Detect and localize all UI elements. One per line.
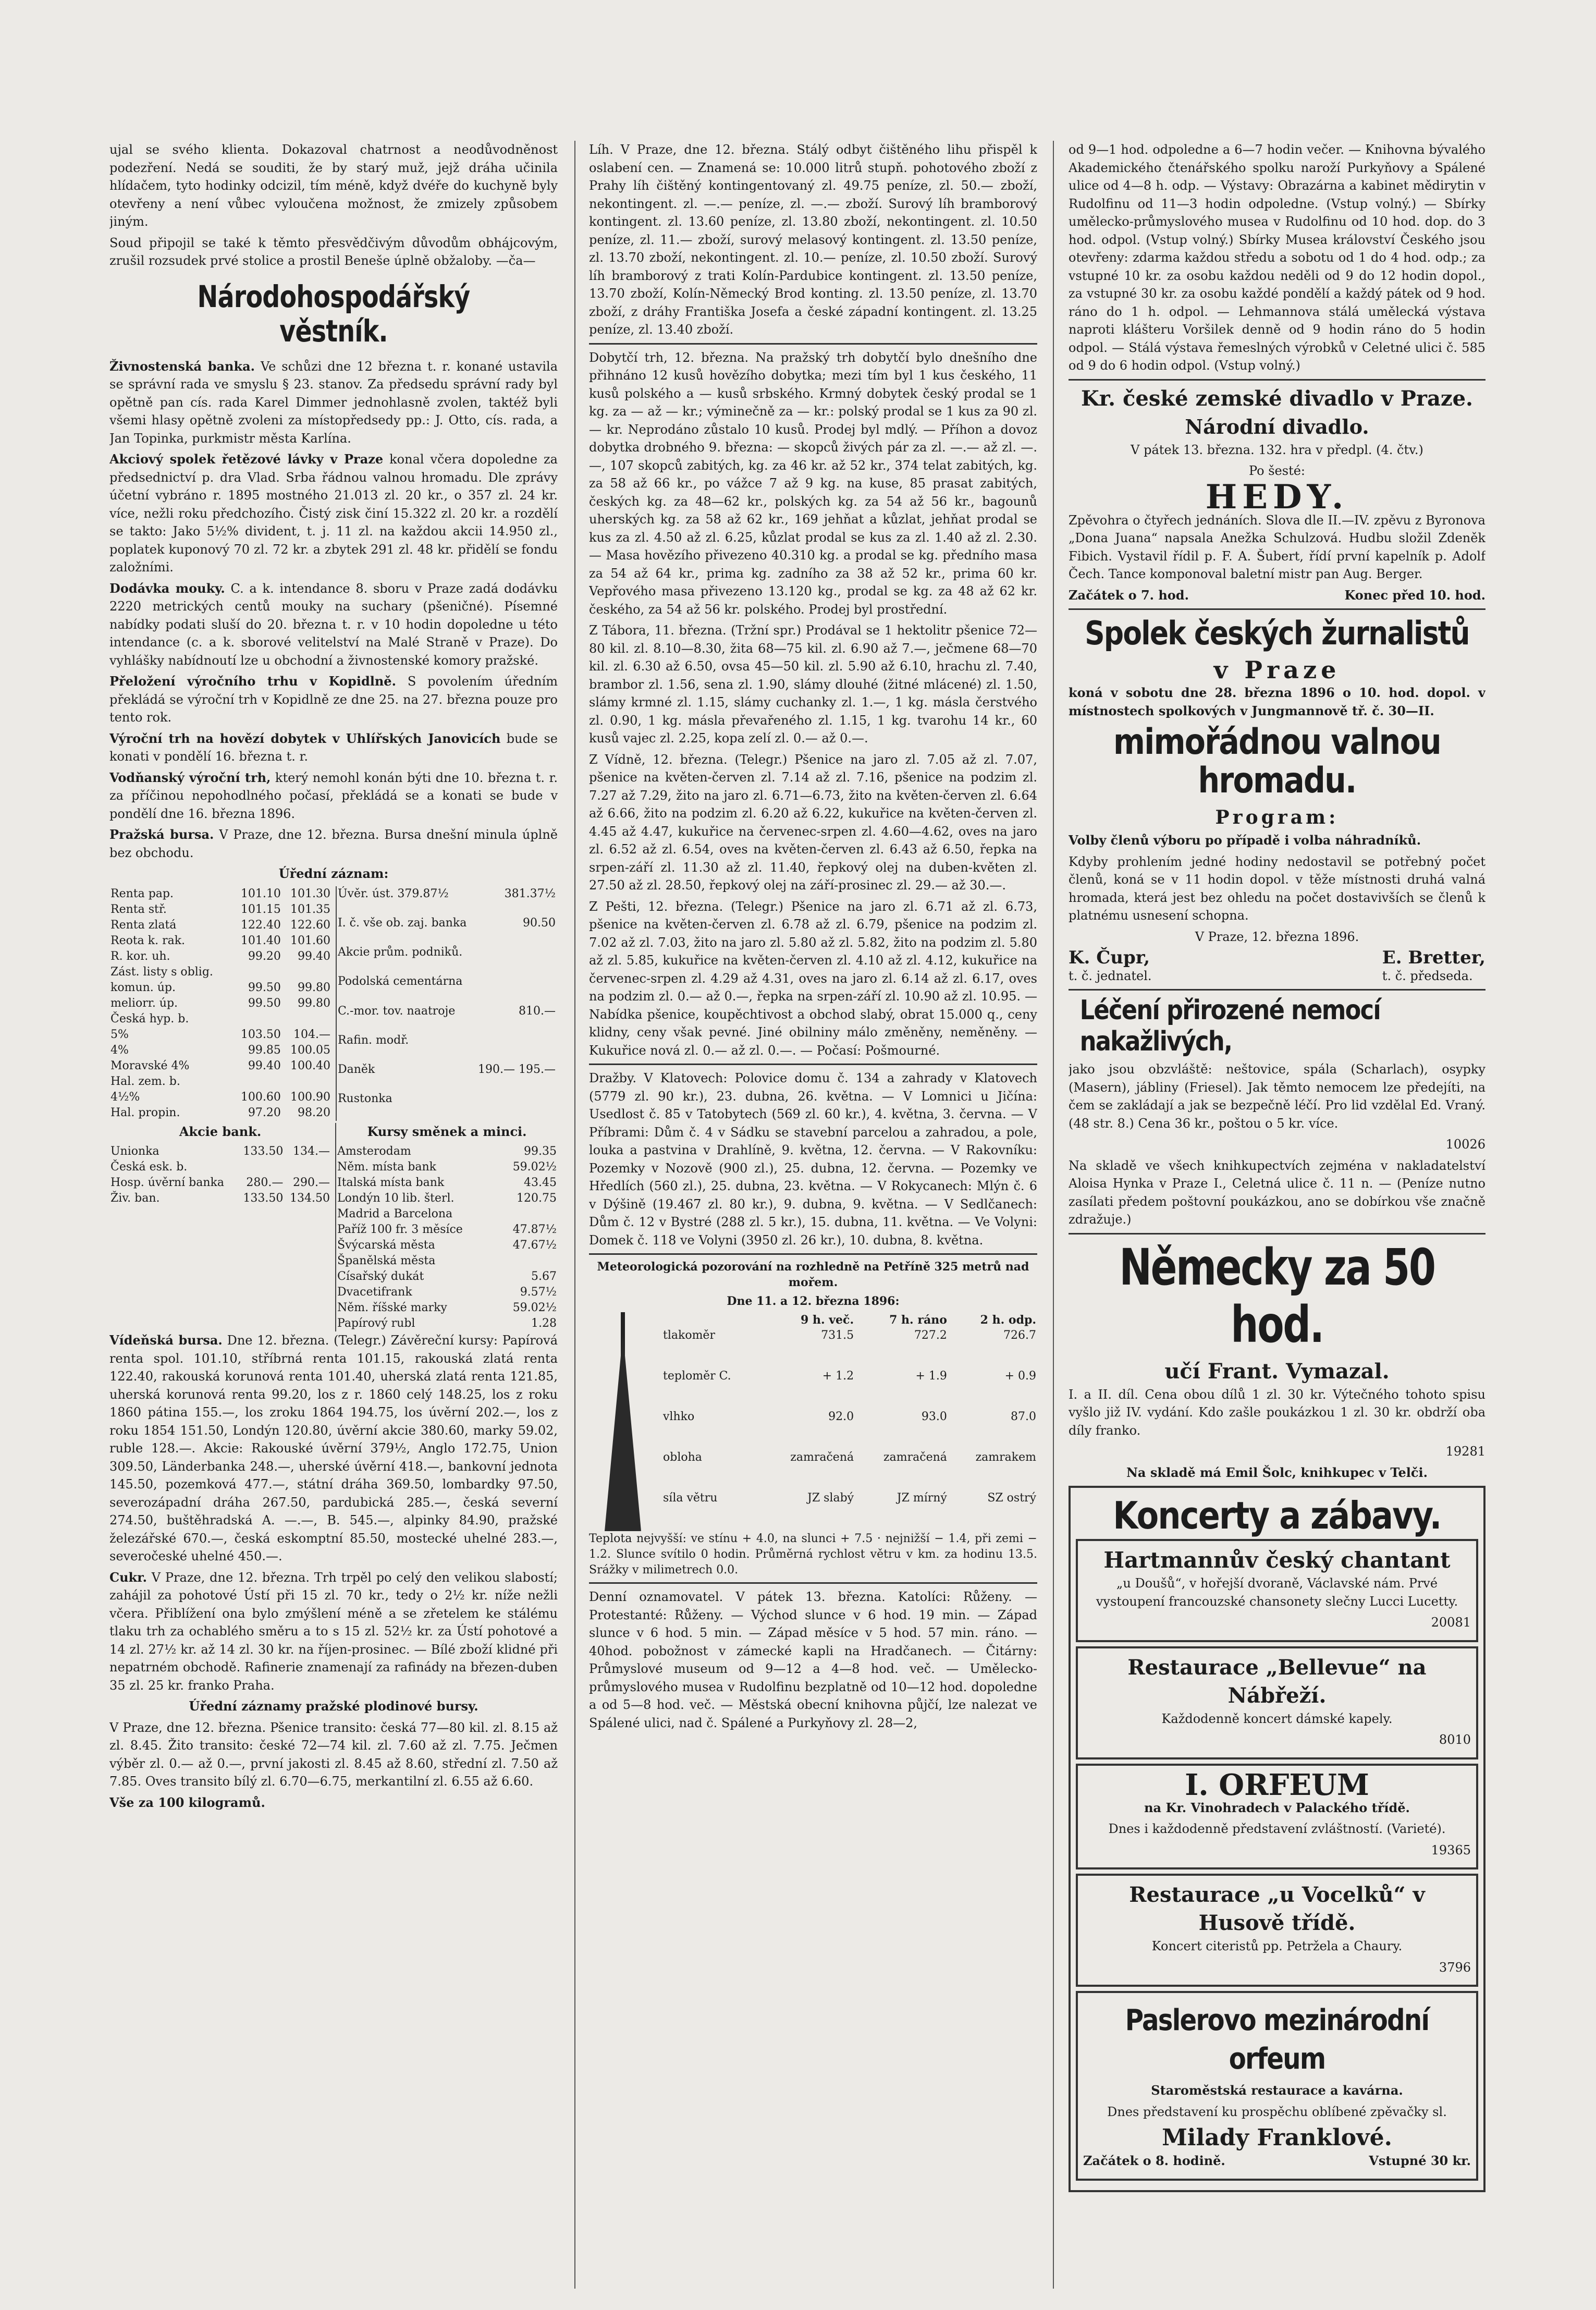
koncerty-title: Koncerty a zábavy. bbox=[1113, 1494, 1441, 1537]
meteo-extra: Teplota nejvyšší: ve stínu + 4.0, na slunci + 7.5 · nejnižší − 1.4, při zemi − 1.2. Slunce svítilo 0 hodin. Průměrná rychlost větru v km. za hodinu 13.5. Srážky v milimetrech 0.0. bbox=[589, 1532, 1037, 1576]
kursy-row bbox=[336, 1144, 558, 1159]
plodinova-title: Úřední záznamy pražské plodinové bursy. bbox=[189, 1698, 478, 1714]
kursy-row-cell: Něm. říšské marky bbox=[337, 1301, 447, 1314]
akcie-row-cell: 280.— bbox=[246, 1176, 284, 1189]
section-title: Národohospodářský věstník. bbox=[197, 278, 470, 349]
meteo-row-cell: teploměr C. bbox=[663, 1370, 731, 1383]
article-lavka: Akciový spolek řetězové lávky v Praze konal včera dopoledne za předsednictví p. dra Vlad. Srba řádnou valnou hromadu. Dle zprávy účetní vybráno r. 1895 mostného 21.013 zl. 20 kr., o 357 zl. 24 kr. více, nežli roku předchozího. Čistý zisk činí 15.322 zl. 20 kr. a rozdělí se takto: Jako 5½% divident, t. j. 11 zl. na každou akcii 14.950 zl., poplatek kuponový 70 zl. 72 kr. a zbytek 291 zl. 48 kr. přidělí se fondu založními. bbox=[109, 451, 558, 575]
bursa-left-table bbox=[109, 886, 332, 1121]
article-kopidlno: Přeložení výročního trhu v Kopidlně. S povolením úředním překládá se výroční trh v Kopidlně ze dne 25. na 27. března pouze pro tento rok. bbox=[109, 674, 558, 725]
akcie-title: Akcie bank. bbox=[179, 1123, 262, 1139]
meteo-row bbox=[662, 1368, 1037, 1409]
bursa-row-cell: 99.40 bbox=[248, 1059, 281, 1072]
akcie-row-cell: Česká esk. b. bbox=[111, 1160, 188, 1174]
bursa-row-cell: 810.— bbox=[519, 1004, 556, 1018]
meteo-row-cell: 93.0 bbox=[921, 1410, 947, 1423]
kursy-row bbox=[336, 1222, 558, 1238]
bursa-row-cell: Rustonka bbox=[337, 1092, 392, 1106]
spolek-program-text: Volby členů výboru po případě i volba náhradníků. bbox=[1069, 833, 1421, 848]
article-janovice: Výroční trh na hovězí dobytek v Uhlířských Janovicích bude se konati v pondělí 16. března t. r. bbox=[109, 730, 558, 764]
bursa-row-cell: 101.15 bbox=[240, 902, 281, 916]
bursa-row-cell: 4½% bbox=[111, 1090, 140, 1104]
bursa-row-cell: C.-mor. tov. naatroje bbox=[337, 1004, 456, 1018]
meteo-date: Dne 11. a 12. března 1896: bbox=[727, 1294, 900, 1308]
spolek-date: V Praze, 12. března 1896. bbox=[1195, 929, 1359, 944]
bursa-row-cell: 99.20 bbox=[248, 949, 281, 963]
vocelku-ad: Restaurace „u Vocelků“ v Husově třídě. Koncert citeristů pp. Petržela a Chaury. 3796 bbox=[1076, 1874, 1478, 1987]
drazby: Dražby. V Klatovech: Polovice domu č. 134 a zahrady v Klatovech (5779 zl. 90 kr.), 23. dubna, 26. května. — V Lomnici u Jičína: Usedlost č. 85 v Tatobytech (569 zl. 60 kr.), 4. května, 3. června. — V Příbrami: Dům č. 4 v Sádku se stavební parcelou a zahradou, a pole, louka a pastvina v Drahlíně, 9. května, 12. června. — V Rakovníku: Pozemky v Nozově (900 zl.), 25. dubna, 12. června. — Pozemky ve Hředlích (560 zl.), 25. dubna, 23. května. — V Rokycanech: Mlýn č. 6 v Dýšině (19.467 zl. 80 kr.), 9. dubna, 9. května. — V Sedlčanech: Dům č. 12 v Bystré (288 zl. 5 kr.), 15. dubna, 11. května. — Ve Volyni: Domek č. 118 ve Volyni (3950 zl. 26 kr.), 10. dubna, 8. května. bbox=[589, 1071, 1037, 1248]
bursa-row-cell: 103.50 bbox=[240, 1028, 281, 1041]
plodinova-note: Vše za 100 kilogramů. bbox=[109, 1794, 265, 1810]
petrin-tower-icon bbox=[605, 1312, 641, 1531]
meteo-row-cell: 92.0 bbox=[828, 1410, 854, 1423]
oznamovatel-cont: od 9—1 hod. odpoledne a 6—7 hodin večer. — Knihovna bývalého Akademického čtenářského spolku naroží Purkyňovy a Spálené ulice od 4—8 h. odp. — Výstavy: Obrazárna a kabinet mědirytin v Rudolfinu od 11—3 hodin odpoledne. (Vstup volný.) — Sbírky umělecko-průmyslového musea v Rudolfinu od 10 hod. dop. do 3 hod. odpol. (Vstup volný.) Sbírky Musea království Českého jsou otevřeny: zdarma každou středu a sobotu od 1 do 4 hod. odp.; za vstupné 10 kr. za osobu každou neděli od 9 do 12 hodin dopol., za vstupné 30 kr. za osobu každé pondělí a každý pátek od 9 hod. ráno do 1 h. odpol. — Lehmannova stálá umělecká výstava naproti klášteru Voršilek denně od 9 hodin ráno do 5 hodin odpol. — Stálá výstava řemeslných výrobků v Celetné ulici č. 585 od 9 do 6 hodin odpol. (Vstup volný.) bbox=[1069, 142, 1485, 373]
article-title: Živnostenská banka. bbox=[109, 358, 255, 374]
spolek-big: mimořádnou valnou hromadu. bbox=[1113, 722, 1441, 801]
column-rule bbox=[574, 141, 575, 2289]
kursy-row-cell: Papírový rubl bbox=[337, 1317, 415, 1330]
leceni-num: 10026 bbox=[1445, 1137, 1485, 1152]
leceni-shop: Na skladě ve všech knihkupectvích zejména v nakladatelství Aloisa Hynka v Praze I., Celetná ulice č. 11 n. — (Peníze nutno zasílati předem poštovní poukázkou, ano se dobírkou vše značně zdražuje.) bbox=[1069, 1158, 1485, 1227]
kursy-row bbox=[336, 1269, 558, 1285]
bursa-row-cell: 97.20 bbox=[248, 1106, 281, 1119]
bursa-row-cell: I. č. vše ob. zaj. banka bbox=[337, 916, 467, 930]
meteo-row-cell: vlhko bbox=[663, 1410, 695, 1423]
article-title: Akciový spolek řetězové lávky v Praze bbox=[109, 451, 384, 467]
kursy-row-cell: 1.28 bbox=[531, 1317, 557, 1330]
bursa-row-cell: R. kor. uh. bbox=[111, 949, 170, 963]
nemecky-num: 19281 bbox=[1445, 1444, 1485, 1459]
column-rule bbox=[1053, 141, 1054, 2289]
bursa-row-cell: 99.80 bbox=[298, 981, 330, 994]
meteo-head-cell: 2 h. odp. bbox=[980, 1313, 1036, 1327]
bursa-row bbox=[109, 1105, 332, 1121]
bursa-row-cell: 190.— 195.— bbox=[478, 1063, 556, 1076]
akcie-row bbox=[109, 1175, 331, 1191]
bursa-row bbox=[109, 1058, 332, 1074]
meteo-row-cell: obloha bbox=[663, 1451, 702, 1464]
bursa-row-cell: Akcie prům. podniků. bbox=[337, 946, 463, 959]
bursa-row-cell: 100.90 bbox=[290, 1090, 330, 1104]
nemecky-title: Německy za 50 hod. bbox=[1119, 1238, 1435, 1354]
bursa-row-cell: Renta zlatá bbox=[111, 918, 177, 932]
kursy-row-cell: Amsterodam bbox=[337, 1145, 411, 1158]
bursa-row-cell: Hal. zem. b. bbox=[111, 1074, 180, 1088]
meteo-title: Meteorologická pozorování na rozhledně na Petříně 325 metrů nad mořem. bbox=[597, 1260, 1029, 1289]
kursy-row-cell: Císařský dukát bbox=[337, 1270, 424, 1283]
hartmann-ad: Hartmannův český chantant „u Doušů“, v hořejší dvoraně, Václavské nám. Prvé vystoupení francouzské chansonety slečny Lucci Lucetty. 20081 bbox=[1076, 1539, 1478, 1642]
meteo-row-cell: síla větru bbox=[663, 1492, 718, 1505]
kursy-row-cell bbox=[499, 1206, 558, 1222]
plodinova-text: V Praze, dne 12. března. Pšenice transito: česká 77—80 kil. zl. 8.15 až zl. 8.45. Žito transito: české 72—74 kil. zl. 7.60 až zl. 7.75. Ječmen výběr zl. 0.— až 0.—, první jakosti zl. 8.45 až 8.60, střední zl. 7.50 až 7.85. Oves transito bílý zl. 6.70—6.75, merkantilní zl. 6.55 až 6.60. bbox=[109, 1720, 558, 1789]
bursa-row-cell: 101.40 bbox=[240, 934, 281, 947]
bursa-row-cell: Hal. propin. bbox=[111, 1106, 180, 1119]
akcie-table bbox=[109, 1144, 331, 1206]
column-1 bbox=[109, 141, 558, 2289]
spolek-program: Program: bbox=[1215, 806, 1339, 828]
akcie-row-cell: Unionka bbox=[111, 1145, 159, 1158]
article-zivnostenska: Živnostenská banka. Ve schůzi dne 12 března t. r. konané ustavila se správní rada ve smyslu § 23. stanov. Za předsedu správní rady byl opětně pan cís. rada Karel Dimmer jednohlasně zvolen, taktéž byli všemi hlasy opětně zvoleni za místopředsedy pp.: J. Otto, cís. rada, a Jan Topinka, purkmistr města Karlína. bbox=[109, 358, 558, 446]
meteo-row bbox=[662, 1450, 1037, 1490]
bursa-row bbox=[336, 886, 557, 915]
bursa-row-cell: 101.10 bbox=[240, 887, 281, 900]
sig-bretter: E. Bretter, bbox=[1382, 947, 1485, 968]
kursy-row-cell: Španělská města bbox=[337, 1254, 436, 1267]
meteo-row bbox=[662, 1490, 1037, 1531]
meteo-head-cell: 9 h. več. bbox=[800, 1313, 854, 1327]
bursa-row bbox=[336, 1004, 557, 1033]
bursa-row bbox=[109, 1043, 332, 1058]
pasler-ad: Paslerovo mezinárodní orfeum Staroměstská restaurace a kavárna. Dnes představení ku prospěchu oblíbené zpěvačky sl. Milady Franklové. Začátek o 8. hodině. Vstupné 30 kr. bbox=[1076, 1991, 1478, 2181]
meteo-row-cell: 731.5 bbox=[821, 1329, 854, 1342]
kursy-row bbox=[336, 1316, 558, 1331]
kursy-row-cell: 99.35 bbox=[524, 1145, 557, 1158]
leceni-text: jako jsou obzvláště: neštovice, spála (Scharlach), osypky (Masern), jábliny (Friesel). Jak těmto nemocem lze předejíti, na čem se zakládají a jak se bezpečně léčí. Pro lid vzdělal Ed. Vraný. (48 str. 8.) Cena 36 kr., poštou o 5 kr. více. bbox=[1069, 1062, 1485, 1131]
meteo-row-cell: zamračená bbox=[790, 1451, 854, 1464]
akcie-row-cell: 134.— bbox=[293, 1145, 330, 1158]
theatre-play: HEDY. bbox=[1205, 477, 1349, 517]
meteo-row-cell: 87.0 bbox=[1011, 1410, 1036, 1423]
meteo-row-cell: JZ slabý bbox=[807, 1492, 854, 1505]
bursa-row bbox=[109, 933, 332, 949]
bursa-row-cell bbox=[232, 964, 282, 980]
court-report-end: ujal se svého klienta. Dokazoval chatrnost a neodůvodněnost podezření. Nedá se souditi, že by starý muž, jejž dráha učinila hlídačem, tyto hodinky odcizil, tím méně, když dvéře do kuchyně byly otevřeny a není vůbec vyloučena možnost, že zmizely způsobem jiným. bbox=[109, 142, 558, 229]
tabor-report: Z Tábora, 11. března. (Tržní spr.) Prodával se 1 hektolitr pšenice 72—80 kil. zl. 8.10—8.30, žita 68—75 kil. zl. 6.90 až 7.—, ječmene 68—70 kil. zl. 6.30 až 6.50, ovsa 45—50 kil. zl. 5.90 až 6.10, hrachu zl. 7.40, brambor zl. 1.56, sena zl. 1.90, slámy dlouhé (žitné mlácené) zl. 1.50, slámy krmné zl. 1.15, slámy cuchanky zl. 1.—, 1 kg. másla čerstvého zl. 0.90, 1 kg. másla převařeného zl. 1.15, 1 kg. tvarohu 14 kr., 60 kusů vajec zl. 2.25, kopa zelí zl. 0.— až 0.—. bbox=[589, 623, 1037, 745]
bursa-row-cell bbox=[282, 1011, 332, 1027]
divider bbox=[1069, 379, 1485, 381]
akcie-row-cell: Hosp. úvěrní banka bbox=[111, 1176, 224, 1189]
kursy-row-cell: Něm. místa bank bbox=[337, 1160, 436, 1174]
kursy-row-cell: 5.67 bbox=[531, 1270, 557, 1283]
bursa-row-cell: 90.50 bbox=[523, 916, 556, 930]
denni-oznamovatel: Denní oznamovatel. V pátek 13. března. Katolíci: Růženy. — Protestanté: Růženy. — Východ slunce v 6 hod. 19 min. — Západ slunce v 6 hod. 5 min. — Západ měsíce v 5 hod. 57 min. ráno. — 40hod. pobožnost v zámecké kapli na Hradčanech. — Čitárny: Průmyslové museum od 9—12 a 4—8 hod. več. — Umělecko-průmyslového musea v Rudolfinu bezplatně od 10—12 hod. dopoledne a od 5—8 hod. več. — Městská obecní knihovna půjčí, lze nalezat ve Spálené ulici, nad č. Spálené a Purkyňovy zl. 28—2, bbox=[589, 1590, 1037, 1730]
divider bbox=[589, 343, 1037, 345]
orfeum-ad: I. ORFEUM na Kr. Vinohradech v Palackého třídě. Dnes i každodenně představení zvláštností. (Varieté). 19365 bbox=[1076, 1764, 1478, 1870]
akcie-row bbox=[109, 1144, 331, 1159]
bursa-row-cell bbox=[473, 1033, 557, 1062]
bursa-row-cell: 99.50 bbox=[248, 981, 281, 994]
bursa-row bbox=[109, 902, 332, 918]
meteo-row bbox=[662, 1409, 1037, 1450]
akcie-row bbox=[109, 1159, 331, 1175]
bursa-heading: Úřední záznam: bbox=[278, 866, 389, 881]
bursa-row bbox=[109, 1090, 332, 1105]
article-title: Přeložení výročního trhu v Kopidlně. bbox=[109, 674, 396, 689]
dobytek-report: Dobytčí trh, 12. března. Na pražský trh dobytčí bylo dnešního dne přihnáno 12 kusů hovězího dobytka; mezi tím byl 1 kus českého, 11 kusů polského a — kusů srbského. Krmný dobytek český prodal se 1 kg. za — až — kr.; výminečně za — kr.: polský prodal se 1 kus za 90 zl. — kr. Neprodáno zůstalo 10 kusů. Prodej byl mdlý. — Příhon a dovoz dobytka drobného 9. března: — skopců živých pár za zl. —.— až zl. —.—, 107 skopců zabitých, kg. za 46 kr. až 52 kr., 374 telat zabitých, kg. za 58 až 66 kr., po vážce 7 až 9 kg. na kuse, 85 prasat zabitých, českých kg. za 48—62 kr., polských kg. za 54 až 56 kr., bagounů uherských kg. za 58 až 62 kr., 169 jehňat a kůzlat, jehňat prodal se kus za zl. 4.50 až zl. 6.25, kůzlat prodal se kus za zl. 1.40 až zl. 2.30. — Masa hovězího přivezeno 40.310 kg. a prodal se kg. předního masa za 54 až 64 kr., prima kg. zadního za 38 až 52 kr., prima 60 kr. Vepřového masa přivezeno 13.120 kg., prodal se kg. za 48 až 62 kr. českého, za 54 až 56 kr. polského. Prodej byl prostřední. bbox=[589, 350, 1037, 617]
bursa-row-cell: 5% bbox=[111, 1028, 129, 1041]
bursa-row-cell: 99.40 bbox=[298, 949, 330, 963]
bursa-row-cell: Zást. listy s oblig. bbox=[111, 965, 213, 979]
kursy-row bbox=[336, 1300, 558, 1316]
kursy-row-cell: 43.45 bbox=[524, 1176, 557, 1189]
bursa-row-cell: 100.40 bbox=[290, 1059, 330, 1072]
meteo-head-cell: 7 h. ráno bbox=[889, 1313, 947, 1327]
divider bbox=[1069, 1233, 1485, 1235]
bursa-tables bbox=[109, 886, 558, 1121]
spolek-note: Kdyby prohlením jedné hodiny nedostavil se potřebný počet členů, koná se v 11 hodin dopol. v těže místnosti druhá valná hromada, která jest bez ohledu na počet dostavivších se členů k platnému usnesení schopna. bbox=[1069, 854, 1485, 923]
meteo-row-cell: + 1.2 bbox=[822, 1370, 854, 1383]
kursy-row bbox=[336, 1191, 558, 1206]
bursa-row-cell: Reota k. rak. bbox=[111, 934, 186, 947]
bursa-row-cell bbox=[473, 974, 557, 1003]
theatre-desc: Zpěvohra o čtyřech jednáních. Slova dle II.—IV. zpěvu z Byronova „Dona Juana“ napsala Anežka Schulzová. Hudbu složil Zdeněk Fibich. Vystavil řídil p. F. A. Šubert, řídí první kapelník p. Adolf Čech. Tance komponoval baletní mistr pan Aug. Berger. bbox=[1069, 512, 1485, 581]
meteo-row-cell: SZ ostrý bbox=[987, 1492, 1036, 1505]
bursa-row-cell: Daněk bbox=[337, 1063, 375, 1076]
theatre-subtitle: Národní divadlo. bbox=[1185, 414, 1369, 438]
nemecky-shop: Na skladě má Emil Šolc, knihkupec v Telči. bbox=[1126, 1464, 1428, 1480]
meteo-row-cell: tlakoměr bbox=[663, 1329, 715, 1342]
sig-cupr: K. Čupr, bbox=[1069, 947, 1150, 968]
bursa-row bbox=[109, 996, 332, 1011]
meteo-row-cell: zamrakem bbox=[975, 1451, 1036, 1464]
akcie-row-cell: Živ. ban. bbox=[111, 1192, 160, 1205]
lih-report: Líh. V Praze, dne 12. března. Stálý odbyt čištěného lihu přispěl k oslabení cen. — Znamená se: 10.000 litrů stupň. pohotového zboží z Prahy líh čištěný kontingentovaný zl. 49.75 peníze, zl. 50.— zboží, nekontingent. zl. —.— peníze, zl. —.— zboží. Surový líh bramborový kontingent. zl. 13.60 peníze, zl. 13.80 zboží, nekontingent. zl. 10.50 peníze, zl. 11.— zboží, surový melasový kontingent. zl. 13.50 peníze, zl. 13.70 zboží, nekontingent. zl. 10.— peníze, zl. 10.50 zboží. Surový líh bramborový z trati Kolín-Pardubice kontingent. zl. 13.50 peníze, 13.70 zboží, Kolín-Německý Brod konting. zl. 13.50 peníze, zl. 13.70 zboží, z dráhy Františka Josefa a české západní kontingent. zl. 13.25 peníze, zl. 13.40 zboží. bbox=[589, 142, 1037, 337]
bursa-row-cell: 4% bbox=[111, 1043, 129, 1057]
bursa-row-cell: Renta stř. bbox=[111, 902, 167, 916]
article-title: Vodňanský výroční trh, bbox=[109, 769, 271, 785]
bursa-row-cell bbox=[282, 964, 332, 980]
meteo-row-cell: JZ mírný bbox=[897, 1492, 947, 1505]
kursy-row-cell: 47.67½ bbox=[512, 1239, 557, 1252]
bursa-intro: Pražská bursa. V Praze, dne 12. března. Bursa dnešní minula úplně bez obchodu. bbox=[109, 827, 558, 860]
bursa-row-cell: 122.40 bbox=[240, 918, 281, 932]
divider bbox=[1069, 608, 1485, 610]
bursa-row-cell: 100.05 bbox=[290, 1043, 330, 1057]
viden-report: Z Vídně, 12. března. (Telegr.) Pšenice na jaro zl. 7.05 až zl. 7.07, pšenice na květen-červen zl. 7.14 až zl. 7.16, pšenice na podzim zl. 7.27 až 7.29, žito na jaro zl. 6.71—6.73, žito na květen-červen zl. 6.64 až 6.66, žito na podzim zl. 6.20 až 6.22, kukuřice na květen-červen zl. 4.45 až 4.47, kukuřice na červenec-srpen zl. 4.60—4.62, oves na jaro zl. 6.52 až zl. 6.54, oves na květen-červen zl. 6.43 až 6.50, řepka na srpen-září zl. 11.30 až zl. 11.40, řepkový olej na duben-květen zl. 27.50 až zl. 28.50, řepkový olej na září-prosinec zl. 29.— až 30.—. bbox=[589, 752, 1037, 893]
column-3: od 9—1 hod. odpoledne a 6—7 hodin večer. — Knihovna bývalého Akademického čtenářského spolku naroží Purkyňovy a Spálené ulice od 4—8 h. odp. — Výstavy: Obrazárna a kabinet mědirytin v Rudolfinu od 11—3 hodin odpoledne. (Vstup volný.) — Sbírky umělecko-průmyslového musea v Rudolfinu od 10 hod. dop. do 3 hod. odpol. (Vstup volný.) Sbírky Musea království Českého jsou otevřeny: zdarma každou středu a sobotu od 1 do 4 hod. odp.; za vstupné 10 kr. za osobu každou neděli od 9 do 12 hodin dopol., za vstupné 30 kr. za osobu každé pondělí a každý pátek od 9 hod. ráno do 1 h. odpol. — Lehmannova stálá umělecká výstava naproti klášteru Voršilek denně od 9 hodin ráno do 5 hodin odpol. — Stálá výstava řemeslných výrobků v Celetné ulici č. 585 od 9 do 6 hodin odpol. (Vstup volný.) Kr. české zemské divadlo v Praze. Národní divadlo. V pátek 13. března. 132. hra v předpl. (4. čtv.) Po šesté: HEDY. Zpěvohra o čtyřech jednáních. Slova dle II.—IV. zpěvu z Byronova „Dona Juana“ napsala Anežka Schulzová. Hudbu složil Zdeněk Fibich. Vystavil řídil p. F. A. Šubert, řídí první kapelník p. Adolf Čech. Tance komponoval baletní mistr pan Aug. Berger. Začátek o 7. hod. Konec před 10. hod. Spolek českých žurnalistů v Praze koná v sobotu dne 28. března 1896 o 10. hod. dopol. v místnostech spolkových v Jungmannově tř. č. 30—II. mimořádnou valnou hromadu. Program: Volby členů výboru po případě i volba náhradníků. Kdyby prohlením jedné hodiny nedostavil se potřebný počet členů, koná se v 11 hodin dopol. v těže místnosti druhá valná hromada, která jest bez ohledu na počet dostavivších se členů k platnému usnesení schopna. V Praze, 12. března 1896. K. Čupr, t. č. jednatel. E. Bretter, t. č. předseda. Léčení přirozené nemocí nakažlivých, jako jsou obzvláště: neštovice, spála (Scharlach), osypky (Masern), jábliny (Friesel). Jak těmto nemocem lze předejíti, na čem se zakládají a jak se bezpečně léčí. Pro lid vzdělal Ed. Vraný. (48 str. 8.) Cena 36 kr., poštou o 5 kr. více. 10026 Na skladě ve všech knihkupectvích zejména v nakladatelství Aloisa Hynka v Praze I., Celetná ulice č. 11 n. — (Peníze nutno zasílati předem poštovní poukázkou, ano se dobírkou vše značně zdražuje.) Německy za 50 hod. učí Frant. Vymazal. I. a II. díl. Cena obou dílů 1 zl. 30 kr. Výtečného tohoto spisu vyšlo již IV. vydání. Kdo zašle poukázkou 1 zl. 30 kr. obdrží oba díly franko. 19281 Na skladě má Emil Šolc, knihkupec v Telči. Koncerty a zábavy. Hartmannův český chantant „u Doušů“, v hořejší dvoraně, Václavské nám. Prvé vystoupení francouzské chansonety slečny Lucci Lucetty. 20081 Restaurace „Bellevue“ na Nábřeží. Každodenně koncert dámské kapely. 8010 I. ORFEUM na Kr. Vinohradech v Palackého třídě. Dnes i každodenně představení zvláštností. (Varieté). 19365 Restaurace „u Vocelků“ v Husově třídě. Koncert citeristů pp. Petržela a Chaury. 3796 Paslerovo mezinárodní orfeum Staroměstská restaurace a kavárna. Dnes představení ku prospěchu oblíbené zpěvačky sl. Milady Franklové. Začátek o 8. hodině. Vstupné 30 kr. bbox=[1069, 141, 1485, 2289]
bursa-row bbox=[109, 964, 332, 980]
article-title: Dodávka mouky. bbox=[109, 580, 225, 596]
bursa-row-cell: 381.37½ bbox=[504, 887, 556, 900]
spolek-title: Spolek českých žurnalistů bbox=[1085, 614, 1469, 652]
bursa-row bbox=[109, 980, 332, 996]
akcie-row bbox=[109, 1191, 331, 1206]
leceni-title: Léčení přirozené nemocí nakažlivých, bbox=[1079, 995, 1381, 1057]
meteo-row-cell: zamračená bbox=[883, 1451, 947, 1464]
column-2 bbox=[589, 141, 1037, 2289]
divider bbox=[589, 1582, 1037, 1584]
article-vodnany: Vodňanský výroční trh, který nemohl konán býti dne 10. března t. r. za příčinou nepohodlného počasí, překládá se a konati se bude v pondělí dne 16. března 1896. bbox=[109, 769, 558, 821]
bursa-row-cell: 100.60 bbox=[240, 1090, 281, 1104]
kursy-row-cell: Dvacetifrank bbox=[337, 1286, 412, 1299]
meteo-head-cell bbox=[662, 1312, 762, 1328]
kursy-row bbox=[336, 1159, 558, 1175]
spolek-text: koná v sobotu dne 28. března 1896 o 10. hod. dopol. v místnostech spolkových v Jungmannově tř. č. 30—II. bbox=[1069, 685, 1485, 718]
court-report-verdict: Soud připojil se také k těmto přesvědčivým důvodům obhájcovým, zrušil rozsudek prvé stolice a prostil Beneše úplně obžaloby. —ča— bbox=[109, 235, 558, 268]
meteo-row-cell: 726.7 bbox=[1003, 1329, 1036, 1342]
bursa-row bbox=[109, 1027, 332, 1043]
bursa-row-cell: Úvěr. úst. 379.87½ bbox=[337, 887, 449, 900]
bursa-row-cell: 99.80 bbox=[298, 996, 330, 1010]
theatre-title: Kr. české zemské divadlo v Praze. bbox=[1081, 386, 1473, 411]
divider bbox=[589, 1064, 1037, 1065]
theatre-po: Po šesté: bbox=[1248, 463, 1306, 478]
viden-bursa: Vídeňská bursa. Dne 12. března. (Telegr.) Závěreční kursy: Papírová renta spol. 101.10, stříbrná renta 101.15, rakouská zlatá renta 122.40, rakouská korunová renta 101.40, uherská zlatá renta 121.85, uherská korunová renta 99.20, los z r. 1860 celý 148.25, los z roku 1860 pátina 155.—, los zroku 1864 194.75, los úvěrní 202.—, los z roku 1854 151.50, Londýn 120.80, úvěrní akcie 380.60, marky 59.02, ruble 128.—. Akcie: Rakouské úvěrní 379½, Anglo 172.75, Union 309.50, Länderbanka 248.—, uherské úvěrní 418.—, bankovní jednota 145.50, pozemková 477.—, státní dráha 369.50, lombardky 97.50, severozápadní dráha 267.50, pardubická 285.—, česká severní 274.50, buštěhradská A. —.—, B. 545.—, alpinky 84.90, pražské železářské 670.—, česká eskomptní 85.50, mostecké uhelné 283.—, severočeské uhelné 450.—. bbox=[109, 1333, 558, 1563]
bursa-row-cell: Podolská cementárna bbox=[337, 975, 463, 988]
akcie-row-cell: 133.50 bbox=[243, 1192, 284, 1205]
kursy-row bbox=[336, 1206, 558, 1222]
kursy-row-cell: Italská místa bank bbox=[337, 1176, 445, 1189]
divider bbox=[1069, 989, 1485, 991]
akcie-row-cell: 290.— bbox=[293, 1176, 330, 1189]
pest-report: Z Pešti, 12. března. (Telegr.) Pšenice na jaro zl. 6.71 až zl. 6.73, pšenice na květen-červen zl. 6.78 až zl. 6.79, pšenice na podzim zl. 7.02 až zl. 7.03, žito na jaro zl. 5.80 až zl. 5.82, žito na podzim zl. 5.80 až zl. 5.85, kukuřice na květen-červen zl. 4.10 až zl. 4.12, kukuřice na červenec-srpen zl. 4.29 až 4.31, oves na jaro zl. 6.14 až zl. 6.17, oves na podzim zl. 0.— až 0.—, řepka na srpen-září zl. 10.90 až zl. 10.95. — Nabídka pšenice, koupěchtivost a obchod slabý, obrat 15.000 q., ceny klidny, ceny však pevné. Jiné obilniny málo změněny, neměněny. — Kukuřice nová zl. 0.— až zl. 0.—. — Počasí: Pošmourné. bbox=[589, 899, 1037, 1058]
kursy-row-cell: Madrid a Barcelona bbox=[337, 1207, 453, 1220]
kursy-row-cell: Paříž 100 fr. 3 měsíce bbox=[337, 1223, 463, 1236]
bursa-row bbox=[109, 1011, 332, 1027]
bursa-row bbox=[109, 1074, 332, 1090]
kursy-row-cell: 47.87½ bbox=[512, 1223, 557, 1236]
koncerty-box bbox=[1069, 1486, 1485, 2192]
bursa-row-cell: Česká hyp. b. bbox=[111, 1012, 189, 1025]
bursa-row-cell: 101.30 bbox=[290, 887, 330, 900]
cukr: Cukr. V Praze, dne 12. března. Trh trpěl po celý den velikou slabostí; zahájil za pohotové Ústí při 15 zl. 70 kr., tedy o 2½ kr. níže nežli včera. Přiblížení ona bylo zmýšlení méně a se zřetelem ke stálému tlaku trh za ochablého směru a to s 15 zl. 52½ kr. za Ústí pohotové a 14 zl. 27½ kr. až 14 zl. 30 kr. na říjen-prosinec. — Bílé zboží klidné při nepatrném obchodě. Rafinerie znamenají za rafinády na březen-duben 35 zl. 25 kr. franko Praha. bbox=[109, 1569, 558, 1693]
bursa-row-cell: Rafin. modř. bbox=[337, 1033, 409, 1047]
bursa-row bbox=[336, 1033, 557, 1062]
article-title: Výroční trh na hovězí dobytek v Uhlířských Janovicích bbox=[109, 730, 501, 746]
newspaper-page bbox=[109, 141, 1485, 2304]
bursa-row-cell: 104.— bbox=[293, 1028, 330, 1041]
bursa-row-cell bbox=[282, 1074, 332, 1090]
bursa-row-cell bbox=[473, 945, 557, 974]
bursa-row bbox=[109, 886, 332, 902]
bursa-row bbox=[109, 918, 332, 933]
meteo-row-cell: 727.2 bbox=[914, 1329, 947, 1342]
kursy-row bbox=[336, 1285, 558, 1300]
bursa-row bbox=[336, 915, 557, 945]
meteo-table bbox=[662, 1312, 1037, 1531]
spolek-subtitle: v Praze bbox=[1213, 656, 1341, 684]
bursa-row-cell: 99.85 bbox=[248, 1043, 281, 1057]
bursa-row bbox=[336, 974, 557, 1003]
kursy-row-cell: 59.02½ bbox=[512, 1301, 557, 1314]
bursa-row-cell: 99.50 bbox=[248, 996, 281, 1010]
meteo-row-cell: + 0.9 bbox=[1004, 1370, 1036, 1383]
bellevue-ad: Restaurace „Bellevue“ na Nábřeží. Každodenně koncert dámské kapely. 8010 bbox=[1076, 1646, 1478, 1759]
kursy-row-cell: Londýn 10 lib. šterl. bbox=[337, 1192, 455, 1205]
kursy-row-cell: 59.02½ bbox=[512, 1160, 557, 1174]
meteo-block bbox=[589, 1312, 1037, 1531]
kursy-row bbox=[336, 1253, 558, 1269]
kursy-row-cell: Švýcarská města bbox=[337, 1239, 435, 1252]
bursa-right-table bbox=[336, 886, 558, 1121]
bursa-row-cell: meliorr. úp. bbox=[111, 996, 178, 1010]
theatre-end: Konec před 10. hod. bbox=[1344, 587, 1485, 603]
meteo-row-cell: + 1.9 bbox=[915, 1370, 947, 1383]
theatre-date: V pátek 13. března. 132. hra v předpl. (4. čtv.) bbox=[1131, 442, 1423, 457]
akcie-row-cell bbox=[238, 1159, 285, 1175]
kursy-table bbox=[336, 1144, 558, 1331]
bursa-row-cell bbox=[232, 1011, 282, 1027]
meteo-row bbox=[662, 1328, 1037, 1368]
kursy-row-cell bbox=[499, 1253, 558, 1269]
bursa-row bbox=[109, 949, 332, 964]
bursa-row-cell bbox=[473, 1091, 557, 1120]
bursa-row-cell: Renta pap. bbox=[111, 887, 174, 900]
kursy-row bbox=[336, 1238, 558, 1253]
divider bbox=[589, 1253, 1037, 1255]
article-mouka: Dodávka mouky. C. a k. intendance 8. sboru v Praze zadá dodávku 2220 metrických centů mouky na suchary (pšeničné). Písemné nabídky podati sluší do 20. března t. r. v 10 hodin dopoledne u této intendance (c. a k. sborové velitelství na Malé Straně v Praze). Do vyhlášky nabídnoutí lze u obchodní a živnostenské komory pražské. bbox=[109, 580, 558, 668]
bursa-row-cell: Moravské 4% bbox=[111, 1059, 190, 1072]
bursa-row-cell: komun. úp. bbox=[111, 981, 176, 994]
akcie-row-cell: 133.50 bbox=[243, 1145, 284, 1158]
akcie-row-cell: 134.50 bbox=[290, 1192, 330, 1205]
nemecky-text: I. a II. díl. Cena obou dílů 1 zl. 30 kr. Výtečného tohoto spisu vyšlo již IV. vydání. Kdo zašle poukázkou 1 zl. 30 kr. obdrží oba díly franko. bbox=[1069, 1387, 1485, 1438]
theatre-start: Začátek o 7. hod. bbox=[1069, 587, 1189, 603]
bursa-row bbox=[336, 1091, 557, 1120]
kursy-title: Kursy směnek a minci. bbox=[367, 1123, 527, 1139]
bursa-row-cell: 101.60 bbox=[290, 934, 330, 947]
akcie-row-cell bbox=[284, 1159, 331, 1175]
bursa-row-cell: 98.20 bbox=[298, 1106, 330, 1119]
bursa-row bbox=[336, 1062, 557, 1091]
bursa-row-cell: 122.60 bbox=[290, 918, 330, 932]
kursy-row-cell: 120.75 bbox=[517, 1192, 557, 1205]
bursa-row bbox=[336, 945, 557, 974]
kursy-row-cell: 9.57½ bbox=[520, 1286, 557, 1299]
bursa-tables-2 bbox=[109, 1123, 558, 1332]
bursa-row-cell bbox=[232, 1074, 282, 1090]
bursa-row-cell: 101.35 bbox=[290, 902, 330, 916]
kursy-row bbox=[336, 1175, 558, 1191]
nemecky-author: učí Frant. Vymazal. bbox=[1164, 1359, 1390, 1384]
